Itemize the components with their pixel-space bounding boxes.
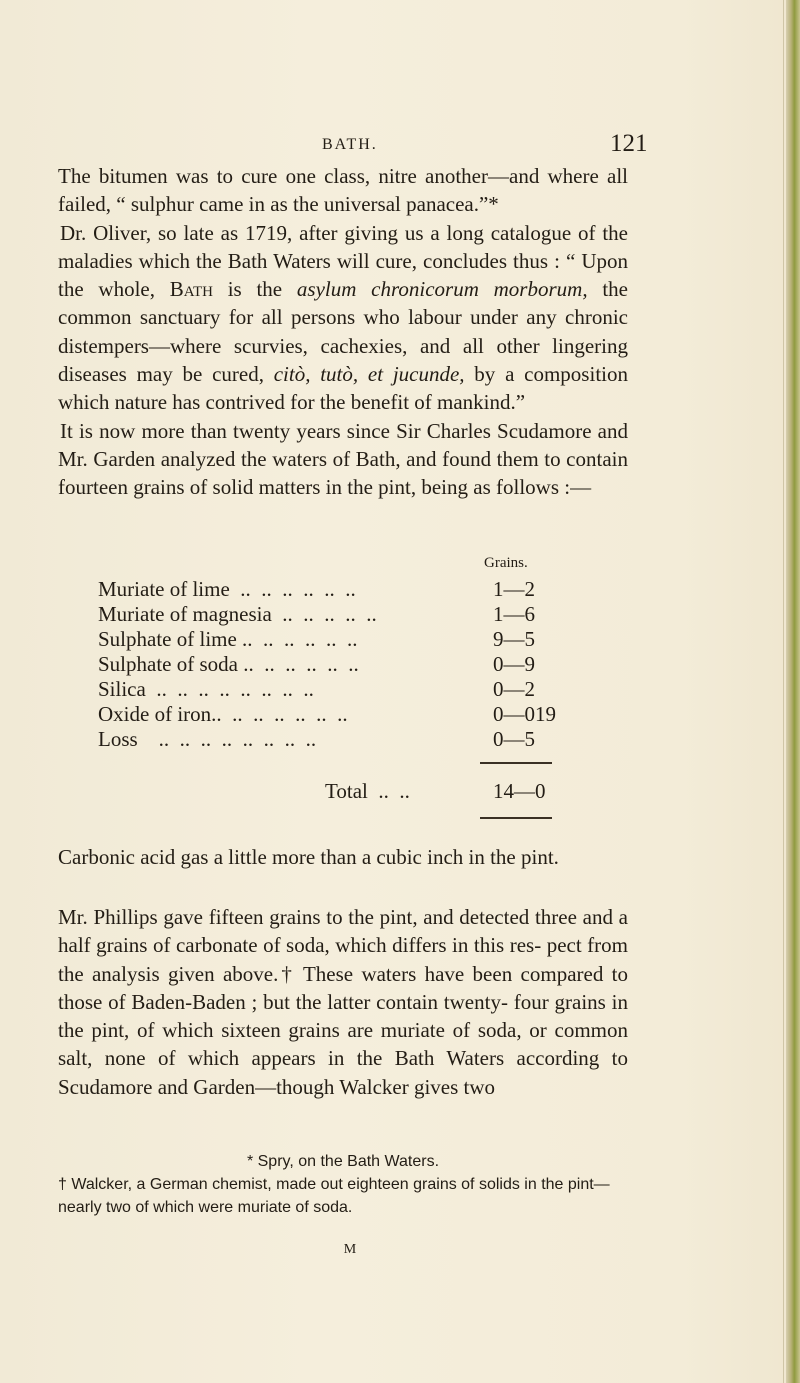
total-label: Total .. .. <box>325 779 410 803</box>
total-row <box>98 779 618 804</box>
grains-value: 0—019 <box>493 702 556 726</box>
grains-value: 1—2 <box>493 577 535 601</box>
footnote-walcker: † Walcker, a German chemist, made out eighteen grains of solids in the pint—nearly two of which were muriate of soda. <box>58 1176 610 1216</box>
substance-name: Muriate of lime .. .. .. .. .. .. <box>98 577 356 601</box>
total-rule-bottom <box>480 817 552 819</box>
oliver-text-mid: the common sanctuary for all persons who labour under any chronic distempers—where scurvies, cachexies, and all other lingering diseases may be cured, <box>58 277 628 387</box>
table-row <box>98 652 618 677</box>
paragraph-phillips: Mr. Phillips gave fifteen grains to the pint, and detected three and a half grains of carbonate of soda, which differs in this res- pect from the analysis given above.† These waters have been compared to those of Baden-Baden ; but the latter contain twenty- four grains in the pint, of which sixteen grains are muriate of soda, or common salt, none of which appears in the Bath Waters according to Scudamore and Garden—though Walcker gives two <box>58 905 628 1099</box>
running-head: BATH. <box>322 136 378 153</box>
latin-phrase-cito: citò, tutò, et jucunde, <box>273 362 465 387</box>
grains-column-header: Grains. <box>484 555 528 571</box>
body-text-bottom <box>58 903 628 1101</box>
substance-name: Muriate of magnesia .. .. .. .. .. <box>98 602 377 626</box>
page-number: 121 <box>610 130 648 157</box>
paragraph-scudamore: It is now more than twenty years since Sir Charles Scudamore and Mr. Garden analyzed the waters of Bath, and found them to contain fourteen grains of solid matters in the pint, being as follows :— <box>58 418 628 500</box>
oliver-text-start: Dr. Oliver, so late as 1719, after giving us a long catalogue of the maladies which the Bath Waters will cure, concludes thus : “ Upon the whole, <box>58 220 628 302</box>
table-row <box>98 677 618 702</box>
grains-value: 9—5 <box>493 627 535 651</box>
substance-name: Silica .. .. .. .. .. .. .. .. <box>98 677 314 701</box>
bath-small-caps: Bath <box>169 277 213 302</box>
table-row <box>98 577 618 602</box>
substance-name: Oxide of iron.. .. .. .. .. .. .. <box>98 702 348 726</box>
body-text-top <box>58 162 628 502</box>
oliver-text-end: by a composition which nature has contrived for the benefit of mankind.” <box>58 362 628 415</box>
grains-value: 0—5 <box>493 727 535 751</box>
total-rule-top <box>480 762 552 764</box>
table-row <box>98 602 618 627</box>
paragraph-bitumen: The bitumen was to cure one class, nitre another—and where all failed, “ sulphur came in as the universal panacea.”* <box>58 164 628 217</box>
body-text-carbonic <box>58 843 628 871</box>
page-edge-line <box>783 0 784 1383</box>
page-header <box>0 130 800 160</box>
table-row <box>98 727 618 752</box>
latin-phrase-asylum: asylum chronicorum morborum, <box>296 277 588 302</box>
grains-value: 0—2 <box>493 677 535 701</box>
substance-name: Sulphate of lime .. .. .. .. .. .. <box>98 627 358 651</box>
footnotes <box>58 1150 628 1219</box>
grains-value: 0—9 <box>493 652 535 676</box>
substance-name: Sulphate of soda .. .. .. .. .. .. <box>98 652 359 676</box>
footnote-spry: * Spry, on the Bath Waters. <box>246 1153 440 1170</box>
signature-mark: M <box>343 1242 357 1257</box>
substance-name: Loss .. .. .. .. .. .. .. .. <box>98 727 317 751</box>
paragraph-oliver <box>58 219 628 417</box>
table-row <box>98 627 618 652</box>
page-edge <box>786 0 800 1383</box>
grains-value: 1—6 <box>493 602 535 626</box>
oliver-text-is: is the <box>212 277 297 302</box>
table-row <box>98 702 618 727</box>
total-value: 14—0 <box>493 779 546 803</box>
paragraph-carbonic: Carbonic acid gas a little more than a cubic inch in the pint. <box>58 845 559 869</box>
